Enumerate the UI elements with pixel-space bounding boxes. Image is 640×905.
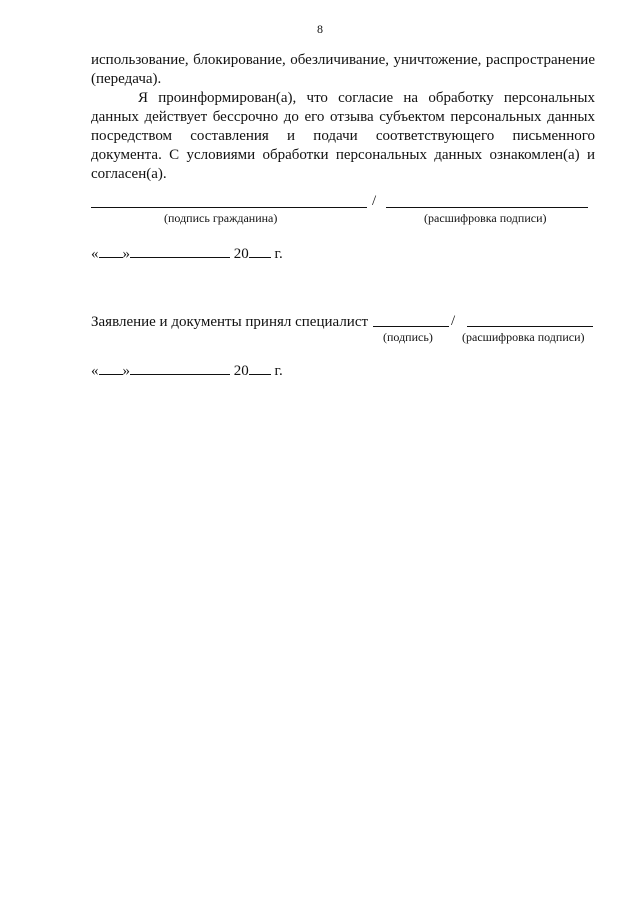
year-blank[interactable] (249, 243, 271, 258)
consent-line: данных действует бессрочно до его отзыва субъектом персональных данных (91, 109, 595, 125)
consent-line: посредством составления и подачи соответствующего письменного (91, 128, 595, 144)
day-blank[interactable] (99, 360, 123, 375)
page-number: 8 (317, 22, 323, 36)
year-suffix: г. (274, 363, 283, 379)
consent-line: документа. С условиями обработки персональных данных ознакомлен(а) и (91, 147, 595, 163)
signature-separator: / (372, 193, 377, 209)
date-close-quote: » (122, 246, 130, 262)
citizen-signature-caption: (подпись гражданина) (164, 211, 278, 225)
consent-line: согласен(а). (91, 166, 167, 182)
month-blank[interactable] (130, 360, 230, 375)
specialist-acceptance-text: Заявление и документы принял специалист (91, 314, 369, 330)
signature-separator: / (451, 313, 456, 329)
consent-line: использование, блокирование, обезличивание, уничтожение, распространение (91, 52, 595, 68)
day-blank[interactable] (99, 243, 123, 258)
citizen-decoding-line[interactable] (386, 207, 588, 208)
specialist-decoding-line[interactable] (467, 326, 593, 327)
citizen-signature-line[interactable] (91, 207, 367, 208)
specialist-signature-caption: (подпись) (383, 330, 433, 344)
month-blank[interactable] (130, 243, 230, 258)
date-open-quote: « (91, 246, 99, 262)
specialist-decoding-caption: (расшифровка подписи) (462, 330, 585, 344)
consent-line: Я проинформирован(а), что согласие на обработку персональных (138, 90, 595, 106)
year-suffix: г. (274, 246, 283, 262)
year-prefix: 20 (233, 246, 249, 262)
citizen-date-row (91, 243, 283, 263)
date-open-quote: « (91, 363, 99, 379)
date-close-quote: » (122, 363, 130, 379)
consent-line: (передача). (91, 71, 162, 87)
year-blank[interactable] (249, 360, 271, 375)
specialist-signature-line[interactable] (373, 326, 449, 327)
specialist-date-row (91, 360, 283, 380)
year-prefix: 20 (233, 363, 249, 379)
citizen-decoding-caption: (расшифровка подписи) (424, 211, 547, 225)
consent-paragraph (91, 51, 595, 184)
